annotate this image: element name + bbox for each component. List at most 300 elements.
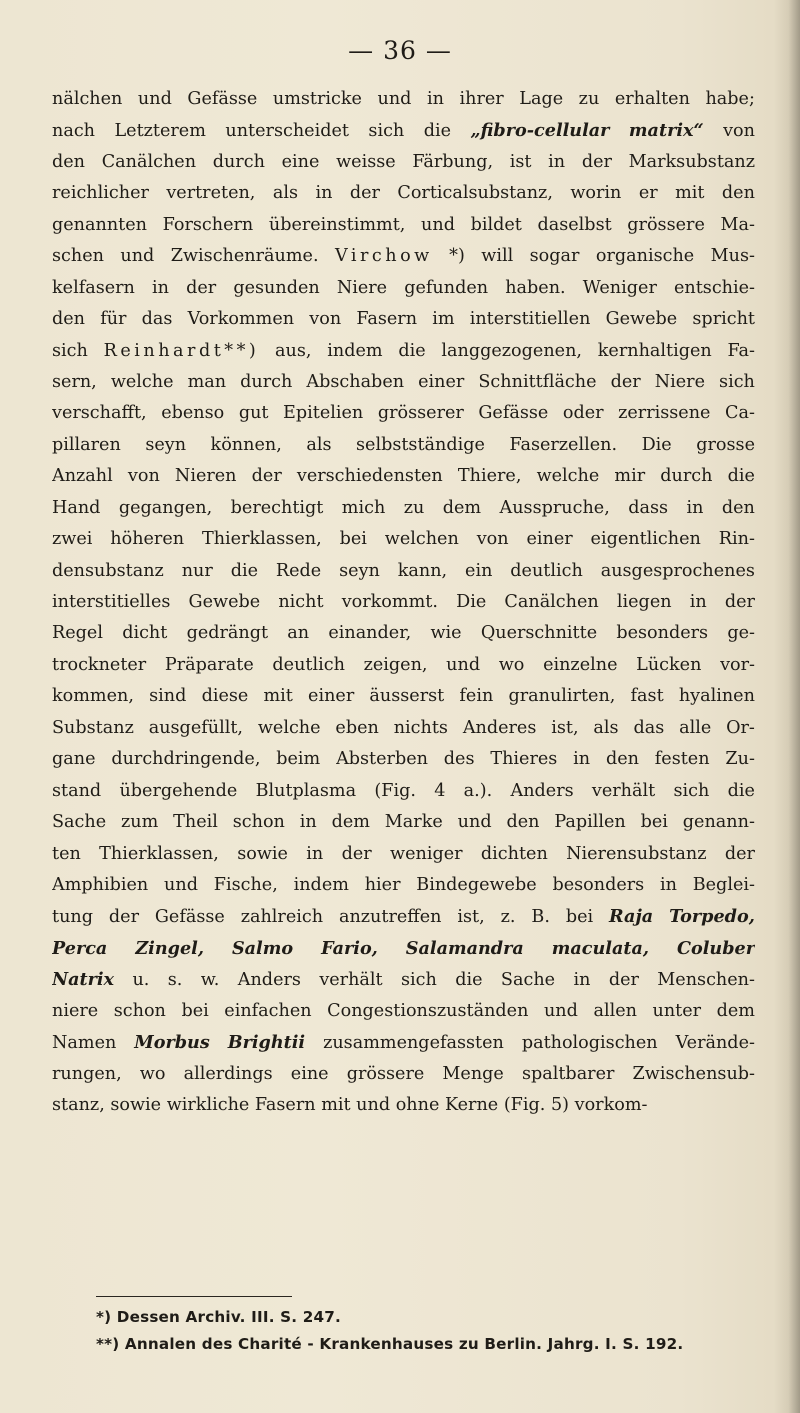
word: deutlich (510, 560, 583, 581)
word: zeigen, (363, 654, 428, 675)
word: schon (232, 812, 285, 833)
word: den (605, 749, 639, 770)
word: und (137, 89, 172, 109)
word: organische (595, 246, 695, 267)
word: verhält (591, 780, 656, 801)
word: welche (110, 371, 174, 392)
text-line (52, 587, 755, 618)
word: von (127, 466, 160, 487)
word: pillaren (52, 434, 121, 455)
word: in (152, 277, 169, 298)
word: indem (327, 340, 383, 361)
word: als (272, 183, 298, 204)
word: kernhaltigen (597, 340, 712, 361)
word: ist, (551, 717, 579, 738)
word: und (120, 246, 155, 267)
word: maculata, (551, 937, 650, 959)
text-line (52, 524, 755, 555)
text-line (52, 430, 755, 461)
word: eine (290, 1063, 329, 1084)
word: die (727, 466, 755, 487)
word: er (638, 183, 658, 204)
word: sowie (110, 1095, 162, 1115)
word: fein (459, 686, 494, 707)
word: Ma- (720, 214, 755, 235)
word: Canälchen (504, 592, 599, 612)
word: granulirten, (508, 686, 616, 707)
word: selbstständige (356, 434, 485, 455)
word: zwei (52, 529, 93, 550)
word: Niere (654, 371, 705, 392)
word: Amphibien (52, 874, 149, 895)
word: Menge (442, 1063, 504, 1084)
word: mit (321, 1095, 351, 1115)
text-line (52, 147, 755, 178)
word: a.). (463, 780, 493, 801)
word: 4 (434, 780, 446, 801)
page-edge-shadow (774, 0, 800, 1413)
word: höheren (110, 529, 185, 550)
word: mich (341, 497, 386, 518)
word: dem (716, 1000, 755, 1021)
word: Congestionszuständen (327, 1000, 529, 1021)
word: Raja (609, 906, 654, 928)
text-line (52, 933, 755, 964)
word: vorkommt. (341, 592, 438, 612)
word: und (164, 874, 198, 895)
word: sich (52, 340, 88, 361)
text-line (52, 367, 755, 398)
word: Niere (336, 277, 388, 298)
word: hier (364, 874, 401, 895)
word: Fasern (356, 309, 418, 330)
word: sich (673, 780, 710, 801)
word: spaltbarer (521, 1063, 615, 1084)
word: den (52, 309, 86, 330)
word: Weniger (582, 277, 657, 298)
text-line (52, 1059, 755, 1090)
word: Reinhardt**) (103, 340, 260, 361)
word: sich (368, 121, 405, 142)
word: gefunden (404, 277, 489, 298)
page-number: — 36 — (348, 36, 452, 65)
footnote-2: **) Annalen des Charité - Krankenhauses zu Berlin. Jahrg. I. S. 192. (96, 1335, 684, 1353)
text-line (52, 461, 755, 492)
word: dem (442, 497, 482, 518)
word: von (476, 529, 509, 550)
word: fast (630, 686, 664, 707)
word: der (341, 843, 372, 864)
text-line (52, 807, 755, 838)
word: zu (403, 497, 425, 518)
word: Torpedo, (669, 906, 755, 928)
text-line (52, 178, 755, 209)
word: der (581, 151, 612, 172)
word: vor- (720, 654, 755, 675)
word: das (633, 717, 665, 738)
word: das (141, 309, 173, 330)
text-line (52, 744, 755, 775)
word: Ausspruche, (499, 497, 610, 518)
word: an (287, 623, 310, 644)
word: vertreten, (166, 183, 256, 204)
word: Gefässe (154, 907, 225, 928)
word: die (423, 121, 452, 142)
word: weniger (390, 843, 463, 864)
text-line (52, 901, 755, 932)
word: Rin- (718, 529, 755, 550)
word: von (723, 121, 755, 142)
word: Papillen (554, 812, 626, 833)
word: eine (281, 151, 320, 172)
word: besonders (552, 874, 645, 895)
word: gegangen, (118, 497, 213, 518)
word: Salmo (231, 937, 294, 959)
word: ein (465, 560, 493, 581)
word: anzutreffen (338, 907, 442, 928)
word: deutlich (272, 654, 345, 675)
word: ist, (457, 907, 485, 928)
word: des (443, 749, 475, 770)
word: den (721, 183, 755, 204)
word: z. (500, 907, 516, 928)
word: (Fig. (503, 1095, 546, 1115)
word: Absterben (336, 749, 428, 770)
word: und (457, 812, 492, 833)
word: langgezogenen, (441, 340, 582, 361)
word: bei (181, 1000, 209, 1021)
word: der (610, 371, 641, 392)
text-line (52, 1027, 755, 1058)
word: Coluber (677, 937, 755, 959)
word: schen (52, 246, 104, 267)
word: „fibro-cellular (470, 120, 610, 142)
word: dichten (480, 843, 548, 864)
word: einer (308, 686, 355, 707)
word: kommen, (52, 686, 134, 707)
text-line (52, 493, 755, 524)
word: grössere (627, 214, 705, 235)
word: Kerne (444, 1095, 499, 1115)
word: eben (335, 717, 379, 738)
word: zerrissene (618, 403, 711, 424)
text-line (52, 650, 755, 681)
word: Mus- (710, 246, 755, 267)
word: diese (201, 686, 249, 707)
word: Nierensubstanz (566, 843, 707, 864)
word: Marke (384, 812, 443, 833)
word: den (506, 812, 540, 833)
word: der (251, 466, 282, 487)
word: sind (149, 686, 187, 707)
word: matrix“ (628, 120, 704, 142)
word: in (686, 497, 704, 518)
word: Thierklassen, (99, 843, 219, 864)
word: von (309, 309, 342, 330)
word: Substanz (52, 717, 134, 738)
word: welche (257, 717, 321, 738)
word: bei (339, 529, 367, 550)
word: wo (139, 1063, 166, 1084)
word: dass (628, 497, 669, 518)
word: allen (593, 1000, 637, 1021)
word: die (455, 970, 483, 991)
word: ebenso (161, 403, 225, 424)
word: die (727, 780, 755, 801)
word: ge- (727, 623, 755, 644)
word: den (721, 497, 755, 518)
word: mit (263, 686, 293, 707)
word: worin (570, 183, 622, 204)
word: bildet (470, 214, 522, 235)
word: grösserer (377, 403, 464, 424)
word: seyn (339, 560, 380, 581)
word: Virchow (334, 246, 433, 267)
word: entschie- (673, 277, 755, 298)
word: reichlicher (52, 183, 149, 204)
word: in (299, 812, 317, 833)
word: Bindegewebe (416, 874, 537, 895)
word: zahlreich (240, 907, 324, 928)
footnotes (96, 1304, 776, 1358)
word: mit (675, 183, 705, 204)
text-line (52, 870, 755, 901)
footnote-divider (96, 1296, 292, 1297)
word: können, (210, 434, 282, 455)
text-line (52, 681, 755, 712)
word: und (543, 1000, 578, 1021)
word: sowie (237, 843, 288, 864)
text-line (52, 115, 755, 146)
word: 5) (550, 1095, 570, 1115)
word: Fario, (321, 937, 378, 959)
word: gedrängt (186, 623, 269, 644)
word: Anzahl (52, 466, 113, 487)
word: man (187, 371, 227, 392)
word: in (427, 89, 444, 109)
word: kann, (397, 560, 448, 581)
word: Blutplasma (255, 780, 357, 801)
word: durchdringende, (111, 749, 261, 770)
word: übereinstimmt, (268, 214, 406, 235)
word: sogar (529, 246, 580, 267)
text-line (52, 398, 755, 429)
word: Präparate (164, 654, 254, 675)
word: unter (652, 1000, 702, 1021)
word: Gewebe (188, 592, 261, 612)
word: nach (52, 121, 96, 142)
word: Perca (52, 937, 108, 959)
word: Morbus (134, 1032, 210, 1054)
word: schon (113, 1000, 166, 1021)
word: durch (660, 466, 713, 487)
word: vorkom- (574, 1095, 648, 1115)
word: gut (238, 403, 269, 424)
word: der (724, 592, 755, 612)
text-line (52, 304, 755, 335)
word: alle (679, 717, 712, 738)
word: in (315, 183, 333, 204)
word: genann- (682, 812, 755, 833)
word: als (306, 434, 332, 455)
word: Querschnitte (480, 623, 598, 644)
word: und (421, 214, 455, 235)
word: nälchen (52, 89, 123, 109)
word: gane (52, 749, 96, 770)
word: verschafft, (52, 403, 147, 424)
word: und (377, 89, 412, 109)
word: besonders (616, 623, 709, 644)
word: wie (430, 623, 462, 644)
word: die (230, 560, 258, 581)
word: Verände- (675, 1033, 755, 1054)
word: festen (654, 749, 710, 770)
word: grössere (346, 1063, 425, 1084)
word: gesunden (233, 277, 320, 298)
word: äusserst (369, 686, 445, 707)
word: Gewebe (605, 309, 678, 330)
word: Sache (52, 812, 107, 833)
word: dicht (122, 623, 168, 644)
word: übergehende (119, 780, 238, 801)
word: Lücken (636, 654, 702, 675)
word: Faserzellen. (509, 434, 618, 455)
word: s. (167, 970, 183, 991)
word: Nieren (174, 466, 237, 487)
word: in (548, 151, 566, 172)
word: B. (531, 907, 550, 928)
word: in (659, 874, 677, 895)
word: haben. (505, 277, 566, 298)
word: genannten (52, 214, 147, 235)
word: der (186, 277, 217, 298)
word: Vorkommen (187, 309, 295, 330)
word: interstitiellen (469, 309, 591, 330)
word: Die (641, 434, 672, 455)
word: Fische, (213, 874, 278, 895)
word: densubstanz (52, 560, 164, 581)
word: habe; (705, 89, 755, 109)
word: Gefässe (478, 403, 549, 424)
word: nichts (393, 717, 448, 738)
text-line (52, 713, 755, 744)
word: indem (293, 874, 349, 895)
body-text (52, 84, 755, 1121)
word: im (432, 309, 455, 330)
word: Die (456, 592, 487, 612)
word: Anders (237, 970, 301, 991)
word: der (108, 907, 139, 928)
word: grosse (696, 434, 755, 455)
word: Sache (500, 970, 556, 991)
word: aus, (275, 340, 312, 361)
word: einer (418, 371, 465, 392)
text-line (52, 839, 755, 870)
word: Salamandra (405, 937, 524, 959)
text-line (52, 556, 755, 587)
text-line (52, 964, 755, 995)
word: seyn (145, 434, 187, 455)
word: verschiedensten (296, 466, 443, 487)
word: spricht (692, 309, 755, 330)
word: nur (181, 560, 213, 581)
word: unterscheidet (225, 121, 349, 142)
word: Regel (52, 623, 103, 644)
word: eigentlichen (590, 529, 701, 550)
word: trockneter (52, 654, 147, 675)
word: Fa- (727, 340, 755, 361)
word: pathologischen (521, 1033, 658, 1054)
word: ten (52, 843, 81, 864)
word: ausgesprochenes (600, 560, 755, 581)
word: der (349, 183, 380, 204)
word: Menschen- (657, 970, 755, 991)
word: verhält (319, 970, 383, 991)
word: in (689, 592, 707, 612)
word: stand (52, 780, 102, 801)
text-line (52, 210, 755, 241)
word: sern, (52, 371, 97, 392)
text-line (52, 618, 755, 649)
word: bei (565, 907, 594, 928)
word: daselbst (537, 214, 612, 235)
word: erhalten (614, 89, 690, 109)
word: der (608, 970, 639, 991)
text-line (52, 336, 755, 367)
word: für (100, 309, 127, 330)
word: einfachen (224, 1000, 312, 1021)
text-line (52, 273, 755, 304)
word: zum (121, 812, 159, 833)
word: niere (52, 1000, 99, 1021)
word: Zwischenräume. (170, 246, 319, 267)
word: Gefässe (187, 89, 258, 109)
word: welche (536, 466, 600, 487)
word: nicht (278, 592, 324, 612)
word: wirkliche (166, 1095, 250, 1115)
word: Forschern (162, 214, 254, 235)
word: ausgefüllt, (148, 717, 243, 738)
word: (Fig. (374, 780, 416, 801)
word: bei (640, 812, 668, 833)
word: dem (331, 812, 370, 833)
word: Thieres (490, 749, 558, 770)
word: als (593, 717, 619, 738)
word: mir (614, 466, 646, 487)
word: und (446, 654, 481, 675)
word: den (52, 151, 86, 172)
word: Beglei- (692, 874, 755, 895)
word: Zingel, (135, 937, 204, 959)
word: u. (132, 970, 150, 991)
text-line (52, 776, 755, 807)
word: Epitelien (283, 403, 364, 424)
word: Färbung, (412, 151, 494, 172)
word: einer (526, 529, 573, 550)
word: und (356, 1095, 391, 1115)
text-line (52, 241, 755, 272)
word: tung (52, 907, 93, 928)
word: einander, (328, 623, 412, 644)
word: in (573, 749, 591, 770)
word: interstitielles (52, 592, 171, 612)
word: allerdings (183, 1063, 273, 1084)
word: durch (240, 371, 293, 392)
word: sich (719, 371, 755, 392)
word: Canälchen (101, 151, 197, 172)
word: Marksubstanz (628, 151, 755, 172)
word: einzelne (543, 654, 618, 675)
